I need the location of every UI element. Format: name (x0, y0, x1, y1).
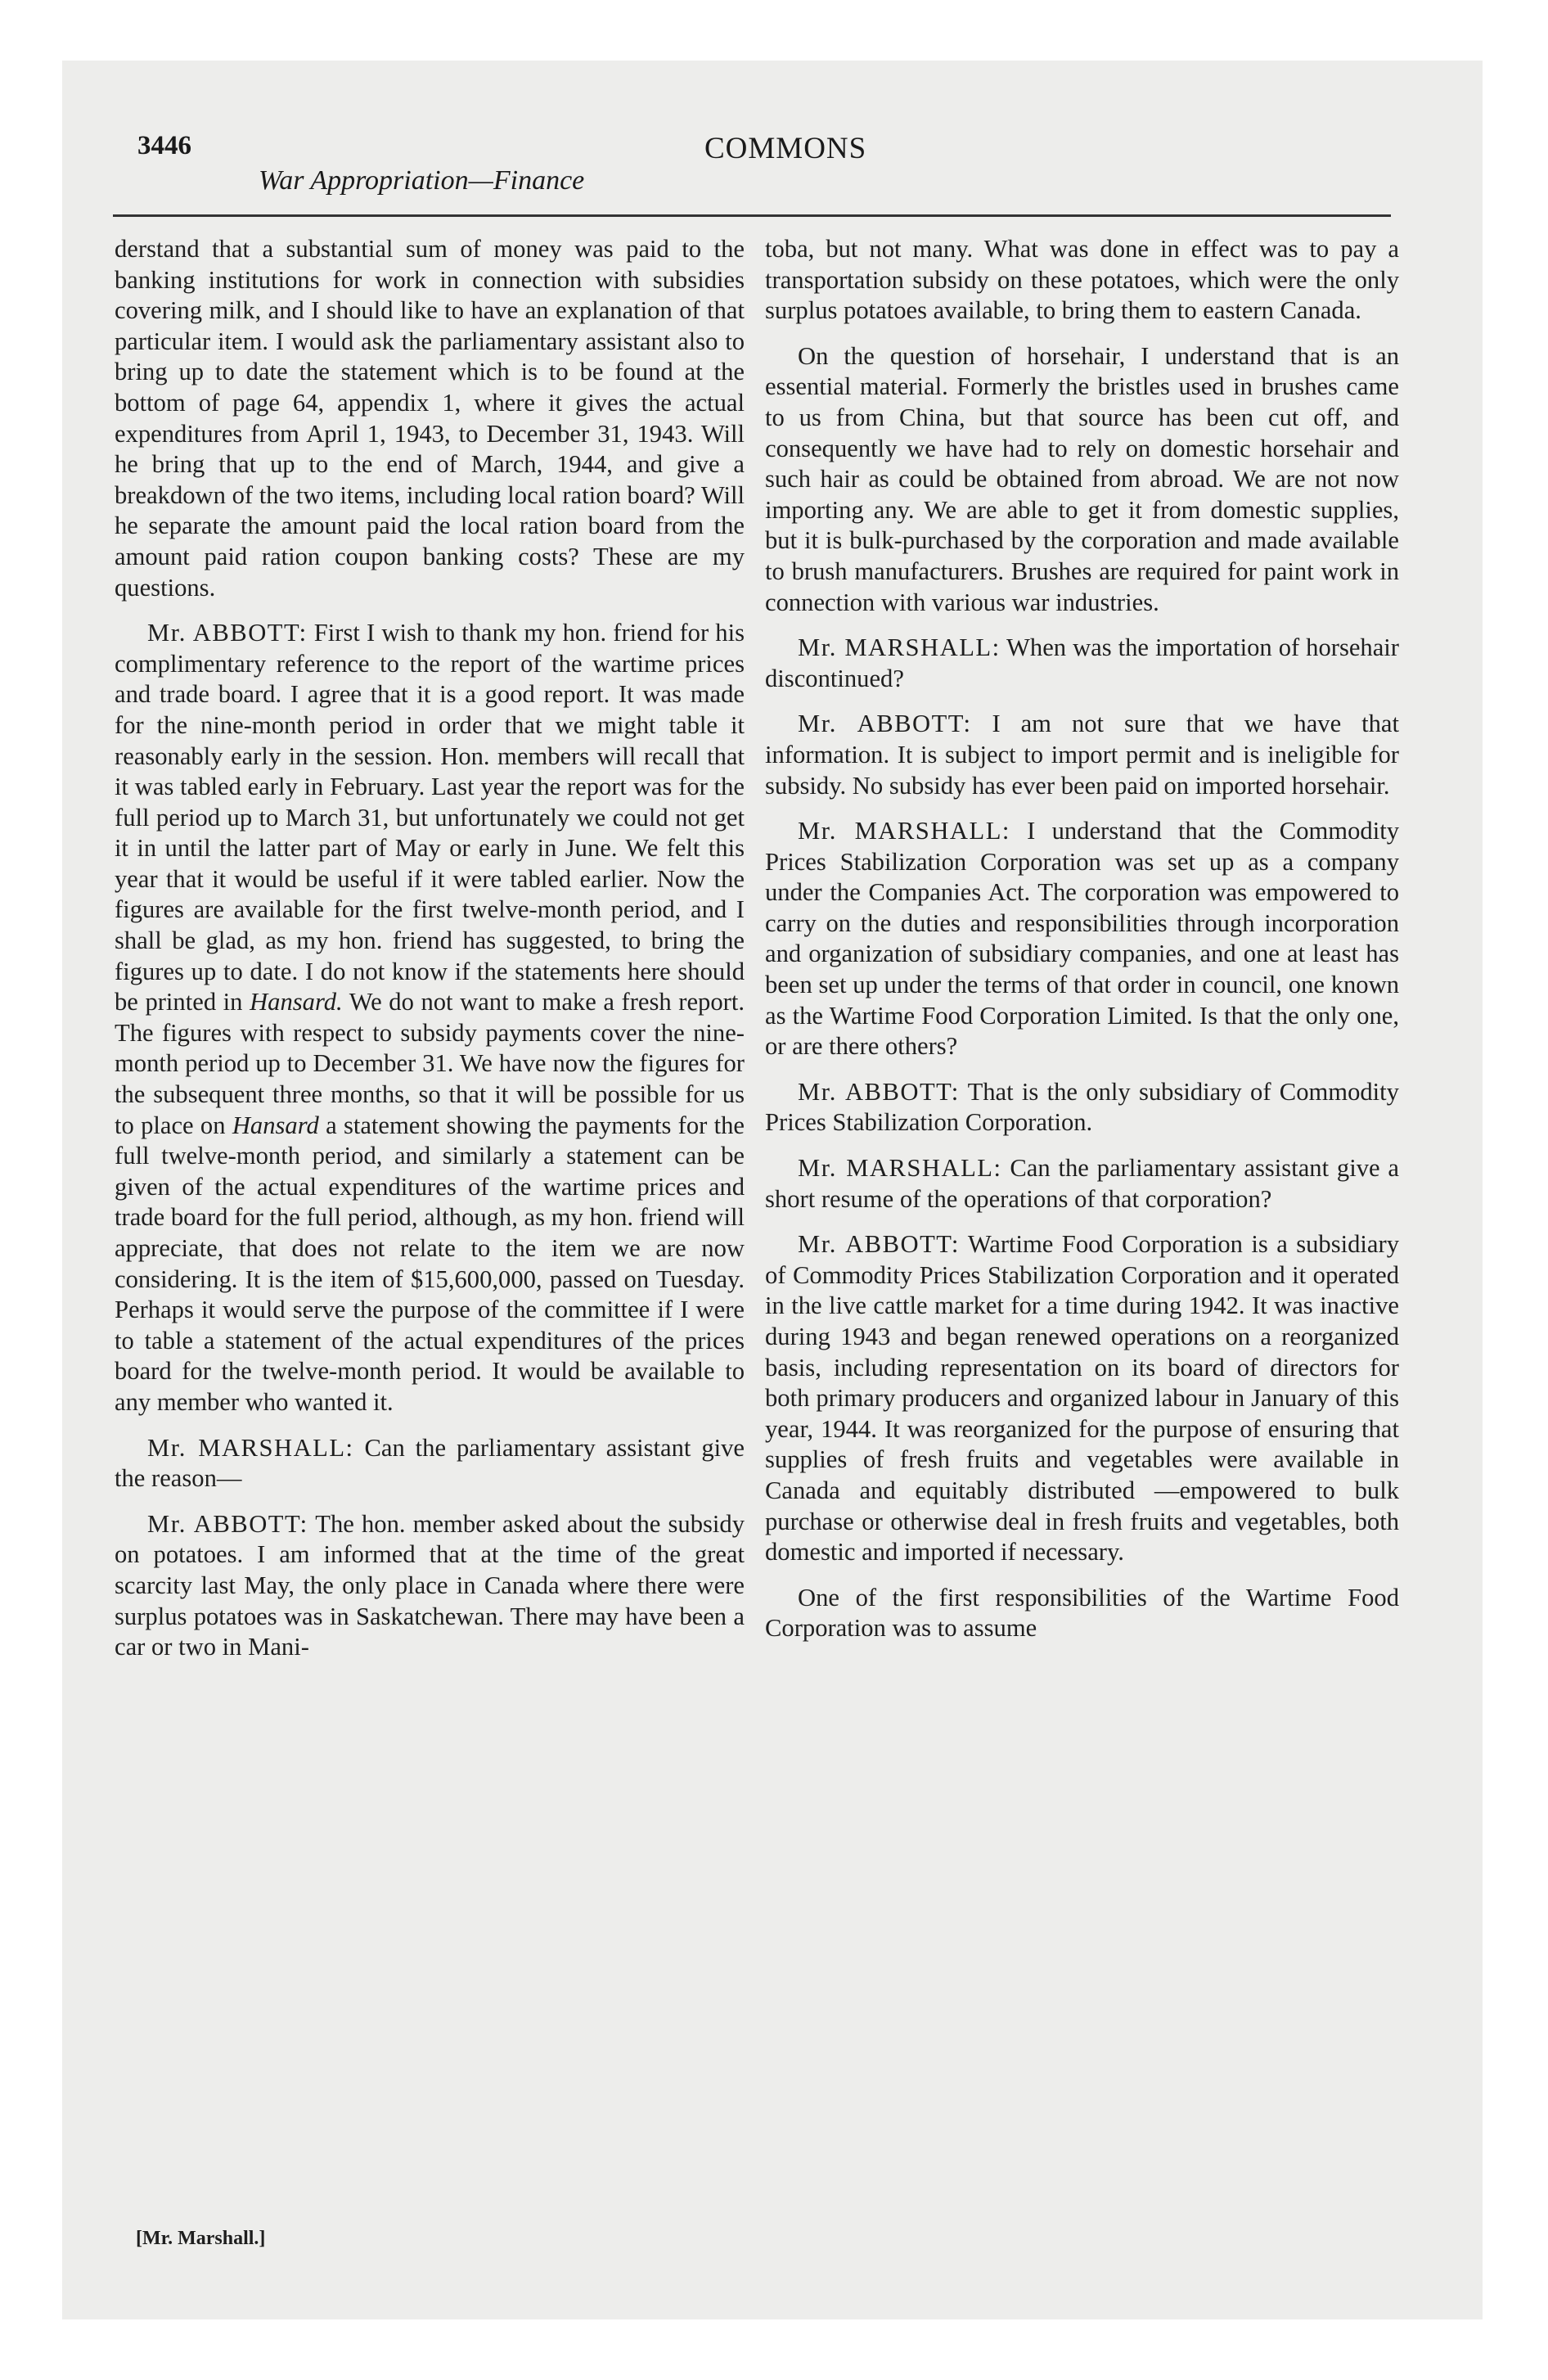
paragraph (765, 633, 1399, 694)
hansard-italic: Hansard. (250, 988, 343, 1016)
paragraph (115, 1433, 745, 1494)
speaker-name: Mr. MARSHALL: (798, 1154, 1002, 1183)
paragraph: toba, but not many. What was done in effect was to pay a transportation subsidy on these potatoes, which were the only surplus potatoes available, to bring them to eastern Canada. (765, 235, 1399, 325)
speaker-name: Mr. MARSHALL: (798, 817, 1010, 845)
speech-text: I am not sure that we have that information. It is subject to import permit and is ineligible for subsidy. No subsidy has ever been paid on imported horsehair. (765, 710, 1399, 800)
paragraph (765, 1229, 1399, 1568)
speech-text: Wartime Food Corporation is a subsidiary of Commodity Prices Stabilization Corporation and it operated in the live cattle market for a time during 1942. It was inactive during 1943 and began renewed operations on a reorganized basis, including representation on its board of directors for both primary producers and organized labour in January of this year, 1944. It was reorganized for the purpose of ensuring that supplies of fresh fruits and vegetables were available in Canada and equitably distributed —empowered to bulk purchase or otherwise deal in fresh fruits and vegetables, both domestic and imported if necessary. (765, 1230, 1399, 1566)
paragraph (765, 816, 1399, 1062)
speaker-name: Mr. MARSHALL: (147, 1433, 354, 1462)
header-rule (113, 214, 1391, 217)
paragraph: One of the first responsibilities of the Wartime Food Corporation was to assume (765, 1583, 1399, 1643)
speaker-name: Mr. ABBOTT: (798, 710, 972, 738)
page-header (137, 128, 1391, 218)
speaker-name: Mr. MARSHALL: (798, 633, 1001, 662)
speaker-name: Mr. ABBOTT: (798, 1077, 960, 1106)
speech-text: We do not want to make a fresh report. The figures with respect to subsidy payments cover the nine-month period up to December 31. We have now the figures for the subsequent three months, so that it will be possible for us to place on (115, 988, 745, 1139)
paragraph (115, 618, 745, 1418)
paragraph: On the question of horsehair, I understand that is an essential material. Formerly the bristles used in brushes came to us from China, but that source has been cut off, and consequently we have had to rely on domestic horsehair and such hair as could be obtained from abroad. We are not now importing any. We are able to get it from domestic supplies, but it is bulk-purchased by the corporation and made available to brush manufacturers. Brushes are required for paint work in connection with various war industries. (765, 341, 1399, 616)
speech-text: Can the parliamentary assistant give a short resume of the operations of that corporation? (765, 1154, 1400, 1213)
page-number: 3446 (137, 131, 191, 160)
paragraph (765, 1077, 1399, 1138)
speech-text: Can the parliamentary assistant give the reason— (115, 1433, 745, 1493)
speech-text: When was the importation of horsehair discontinued? (765, 633, 1399, 692)
footer-attribution: [Mr. Marshall.] (136, 2228, 266, 2249)
speech-text: First I wish to thank my hon. friend for his complimentary reference to the report of the wartime prices and trade board. I agree that it is a good report. It was made for the nine-month period in order that we might table it reasonably early in the session. Hon. members will recall that it was tabled early in February. Last year the report was for the full period up to March 31, but unfortunately we could not get it in until the latter part of May or early in June. We felt this year that it would be useful if it were tabled earlier. Now the figures are available for the first twelve-month period, and I shall be glad, as my hon. friend has suggested, to bring the figures up to date. I do not know if the statements here should be printed in (115, 619, 745, 1016)
speech-text: That is the only subsidiary of Commodity Prices Stabilization Corporation. (765, 1077, 1399, 1137)
speaker-name: Mr. ABBOTT: (798, 1230, 960, 1259)
paragraph (765, 1153, 1399, 1215)
running-title: War Appropriation—Finance (259, 165, 585, 196)
speaker-name: Mr. ABBOTT: (147, 1509, 308, 1538)
right-column (765, 234, 1399, 1659)
paragraph: derstand that a substantial sum of money was paid to the banking institutions for work in connection with subsidies covering milk, and I should like to have an explanation of that particular item. I would ask the parliamentary assistant also to bring up to date the statement which is to be found at the bottom of page 64, appendix 1, where it gives the actual expenditures from April 1, 1943, to December 31, 1943. Will he bring that up to the end of March, 1944, and give a breakdown of the two items, including local ration board? Will he separate the amount paid the local ration board from the amount paid ration coupon banking costs? These are my questions. (115, 235, 745, 602)
paragraph (765, 709, 1399, 801)
left-column (115, 234, 745, 1678)
speaker-name: Mr. ABBOTT: (147, 619, 308, 647)
speech-text: I understand that the Commodity Prices Stabilization Corporation was set up as a company under the Companies Act. The corporation was empowered to carry on the duties and responsibilities through incorporation and organization of subsidiary companies, and one at least has been set up under the terms of that order in council, one known as the Wartime Food Corporation Limited. Is that the only one, or are there others? (765, 817, 1399, 1061)
hansard-italic: Hansard (232, 1111, 319, 1139)
speech-text: The hon. member asked about the subsidy on potatoes. I am informed that at the time of the great scarcity last May, the only place in Canada where there were surplus potatoes was in Saskatchewan. There may have been a car or two in Mani- (115, 1509, 745, 1661)
chamber-title: COMMONS (704, 132, 867, 165)
paragraph (115, 1509, 745, 1663)
speech-text: a statement showing the payments for the full twelve-month period, and similarly a statement can be given of the actual expenditures of the wartime prices and trade board for the full period, although, as my hon. friend will appreciate, that does not relate to the item we are now considering. It is the item of $15,600,000, passed on Tuesday. Perhaps it would serve the purpose of the committee if I were to table a statement of the actual expenditures of the prices board for the twelve-month period. It would be available to any member who wanted it. (115, 1111, 745, 1416)
